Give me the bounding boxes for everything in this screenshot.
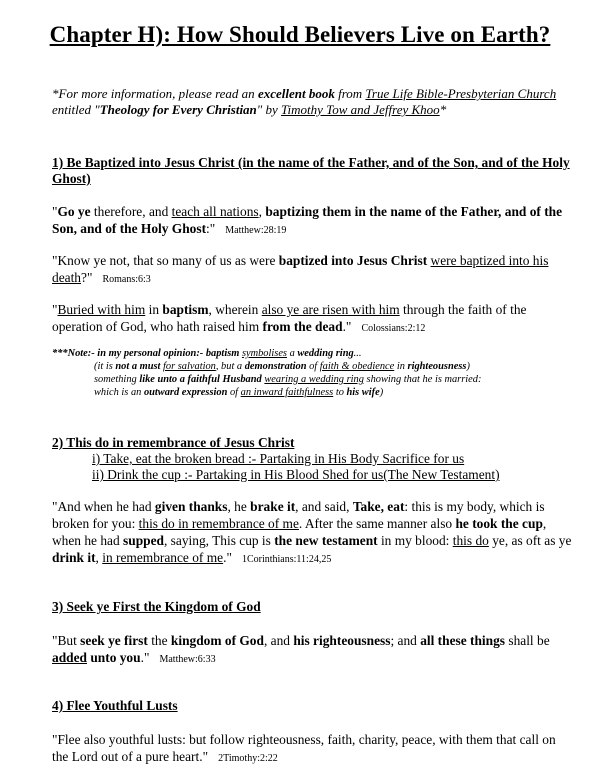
verse-text: baptizing them in the name of the Father, and of the Son, and of the Holy Ghost <box>52 204 563 236</box>
note-text: something <box>94 374 140 385</box>
intro-note <box>52 86 572 118</box>
verse-text: ." <box>223 550 232 565</box>
intro-text: * <box>439 102 447 117</box>
note-text: ) <box>379 387 384 398</box>
verse-text: this do <box>452 533 489 548</box>
verse-text: from the dead <box>262 319 343 334</box>
section-1-heading: 1) Be Baptized into Jesus Christ (in the name of the Father, and of the Son, and of the Holy Ghost) <box>52 155 570 186</box>
note-text: ) <box>466 361 470 372</box>
note-text: his wife <box>346 387 380 398</box>
baptism-note <box>52 347 572 399</box>
verse-text: the <box>147 633 171 648</box>
section-2-heading: 2) This do in remembrance of Jesus Christ <box>52 435 295 450</box>
communion-items <box>92 451 522 483</box>
intro-text: from <box>334 86 366 101</box>
verse-text: added <box>52 650 87 665</box>
church-name: True Life Bible-Presbyterian Church <box>365 86 557 101</box>
verse-text: all these things <box>420 633 506 648</box>
verse-text: in <box>145 302 163 317</box>
verse-text: Go ye <box>57 204 91 219</box>
note-text: like unto a faithful Husband <box>139 374 262 385</box>
note-text: a <box>286 348 298 359</box>
verse-text: "And when he had <box>52 499 155 514</box>
verse-matthew-28-19 <box>52 203 574 239</box>
verse-matthew-6-33 <box>52 632 574 668</box>
verse-text: in remembrance of me <box>102 550 224 565</box>
verse-reference: Colossians:2:12 <box>361 323 426 334</box>
verse-text: also ye are risen with him <box>261 302 400 317</box>
note-text: outward expression <box>143 387 228 398</box>
note-line <box>52 386 572 399</box>
note-text: (it is <box>94 361 116 372</box>
verse-text: his righteousness <box>293 633 391 648</box>
note-text: ... <box>353 348 362 359</box>
verse-text: "Flee also youthful lusts: but follow righteousness, faith, charity, peace, with them that call on the Lord out of a pure heart." <box>52 732 556 764</box>
verse-text: :" <box>206 221 216 236</box>
verse-romans-6-3 <box>52 252 574 288</box>
verse-text: : this is my body, which is broken for you: <box>52 499 545 531</box>
verse-text: this do in remembrance of me <box>138 516 299 531</box>
note-text: wearing a wedding ring <box>264 374 364 385</box>
verse-text: "Know ye not, that so many of us as were <box>52 253 279 268</box>
verse-text: supped <box>123 533 164 548</box>
verse-text: ye, as oft as ye <box>488 533 572 548</box>
verse-text: therefore, and <box>90 204 172 219</box>
note-text: of <box>227 387 241 398</box>
verse-text: he took the cup <box>455 516 543 531</box>
verse-text: unto you <box>90 650 141 665</box>
verse-reference: Matthew:28:19 <box>225 225 287 236</box>
verse-text: Buried with him <box>57 302 146 317</box>
note-text: baptism <box>205 348 240 359</box>
verse-text: , <box>258 204 266 219</box>
verse-text: ; and <box>390 633 421 648</box>
note-line <box>52 360 572 373</box>
communion-item-cup: ii) Drink the cup :- Partaking in His Blood Shed for us(The New Testament) <box>92 467 500 482</box>
verse-text: , saying, This cup is <box>163 533 275 548</box>
note-line <box>52 347 572 360</box>
intro-book-word: excellent book <box>257 86 335 101</box>
verse-text: ?" <box>81 270 93 285</box>
verse-text: " <box>52 302 58 317</box>
verse-reference: 1Corinthians:11:24,25 <box>241 554 332 565</box>
verse-text: ." <box>342 319 352 334</box>
note-text: to <box>333 387 347 398</box>
note-text: not a must <box>115 361 161 372</box>
verse-reference: Romans:6:3 <box>102 274 151 285</box>
verse-text: . After the same manner also <box>298 516 456 531</box>
intro-text: entitled " <box>52 102 100 117</box>
verse-text: through the faith of the operation of God, who hath raised him <box>52 302 527 334</box>
intro-text: *For more information, please read an <box>52 86 258 101</box>
note-text: demonstration <box>244 361 307 372</box>
section-3-heading: 3) Seek ye First the Kingdom of God <box>52 599 261 614</box>
verse-text: given thanks <box>154 499 228 514</box>
verse-text: were baptized into his death <box>52 253 549 285</box>
verse-text: , when he had <box>52 516 547 548</box>
note-line <box>52 373 572 386</box>
verse-text: teach all nations <box>171 204 259 219</box>
note-text: an inward faithfulness <box>240 387 334 398</box>
note-text: showing that he is married: <box>363 374 482 385</box>
note-text: righteousness <box>407 361 467 372</box>
verse-text: drink it <box>52 550 96 565</box>
verse-text: , he <box>227 499 251 514</box>
verse-reference: 2Timothy:2:22 <box>218 753 278 764</box>
verse-text: "But <box>52 633 81 648</box>
verse-2-timothy-2-22 <box>52 731 574 767</box>
verse-text: , and <box>263 633 294 648</box>
verse-text: Take, eat <box>352 499 405 514</box>
verse-text: , <box>95 550 103 565</box>
page-title: Chapter H): How Should Believers Live on Earth? <box>49 22 551 47</box>
section-4-heading: 4) Flee Youthful Lusts <box>52 698 178 713</box>
verse-text: the new testament <box>274 533 378 548</box>
verse-text: " <box>52 204 58 219</box>
verse-text: brake it <box>250 499 296 514</box>
verse-text: , and said, <box>295 499 353 514</box>
note-text: of <box>306 361 320 372</box>
note-text: ***Note:- in my personal opinion:- <box>52 348 206 359</box>
note-text: symbolises <box>241 348 287 359</box>
authors: Timothy Tow and Jeffrey Khoo <box>281 102 440 117</box>
intro-text: " by <box>256 102 282 117</box>
verse-reference: Matthew:6:33 <box>159 654 216 665</box>
book-title: Theology for Every Christian <box>99 102 257 117</box>
verse-1-corinthians-11 <box>52 498 574 568</box>
verse-text: , wherein <box>208 302 262 317</box>
verse-colossians-2-12 <box>52 301 574 337</box>
note-text: faith & obedience <box>319 361 395 372</box>
note-text: for salvation <box>163 361 216 372</box>
verse-text: seek ye first <box>80 633 148 648</box>
verse-text: baptism <box>162 302 209 317</box>
verse-text: ." <box>140 650 150 665</box>
communion-item-bread: i) Take, eat the broken bread :- Partaking in His Body Sacrifice for us <box>92 451 465 466</box>
note-text: which is an <box>94 387 144 398</box>
note-text: in <box>394 361 408 372</box>
note-text: , but a <box>215 361 245 372</box>
verse-text: in my blood: <box>377 533 453 548</box>
verse-text: kingdom of God <box>170 633 264 648</box>
verse-text: baptized into Jesus Christ <box>278 253 428 268</box>
verse-text: shall be <box>505 633 550 648</box>
note-text: wedding ring <box>297 348 354 359</box>
